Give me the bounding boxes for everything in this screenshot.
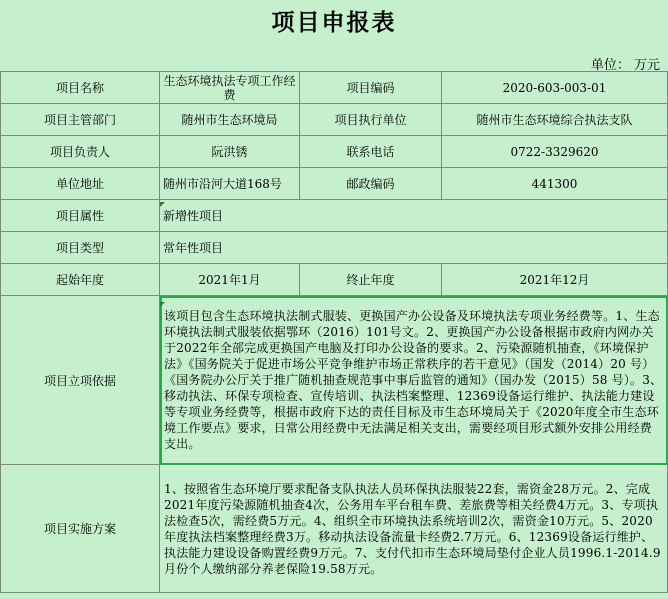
label-cell: 项目属性	[1, 200, 160, 232]
label-cell: 项目实施方案	[1, 465, 160, 593]
table-row	[1, 232, 668, 264]
value-cell[interactable]: 新增性项目	[160, 200, 668, 232]
value-cell[interactable]: 随州市沿河大道168号	[160, 168, 300, 200]
label-cell: 项目编码	[300, 72, 442, 104]
label-cell: 终止年度	[300, 264, 442, 296]
label-cell: 项目名称	[1, 72, 160, 104]
table-row	[1, 72, 668, 104]
table-row	[1, 200, 668, 232]
label-cell: 项目执行单位	[300, 104, 442, 136]
value-cell[interactable]: 随州市生态环境局	[160, 104, 300, 136]
table-row	[1, 296, 668, 465]
plan-text-cell[interactable]: 1、按照省生态环境厅要求配备支队执法人员环保执法服装22套，需资金28万元。2、完成2021年度污染源随机抽查4次，公务用车平台租车费、差旅费等相关经费4万元。3、专项执法检查5次，需经费5万元。4、组织全市环境执法系统培训2次，需资金10万元。5、2020年度执法档案整理经费3万。移动执法设备流量卡经费2.7万元。6、12369设备运行维护、执法能力建设设备购置经费9万元。7、支付代扣市生态环境局垫付企业人员1996.1-2014.9月份个人缴纳部分养老保险19.58万元。	[160, 465, 668, 593]
table-row	[1, 264, 668, 296]
cell-marker-icon	[160, 202, 165, 207]
label-cell: 项目立项依据	[1, 296, 160, 465]
label-cell: 邮政编码	[300, 168, 442, 200]
label-cell: 起始年度	[1, 264, 160, 296]
value-cell[interactable]: 2020-603-003-01	[442, 72, 668, 104]
label-cell: 单位地址	[1, 168, 160, 200]
cell-marker-icon	[160, 302, 165, 307]
table-row	[1, 104, 668, 136]
value-cell[interactable]: 生态环境执法专项工作经费	[160, 72, 300, 104]
label-cell: 项目类型	[1, 232, 160, 264]
value-cell[interactable]: 阮洪锈	[160, 136, 300, 168]
table-row	[1, 168, 668, 200]
value-cell[interactable]: 441300	[442, 168, 668, 200]
value-cell[interactable]: 常年性项目	[160, 232, 668, 264]
application-form-table	[0, 71, 668, 593]
label-cell: 联系电话	[300, 136, 442, 168]
label-cell: 项目负责人	[1, 136, 160, 168]
value-cell[interactable]: 2021年1月	[160, 264, 300, 296]
value-cell[interactable]: 0722-3329620	[442, 136, 668, 168]
basis-text-cell[interactable]: 该项目包含生态环境执法制式服装、更换国产办公设备及环境执法专项业务经费等。1、生态环境执法制式服装依据鄂环（2016）101号文。2、更换国产办公设备根据市政府内网办关于2022年全部完成更换国产电脑及打印办公设备的要求。2、污染源随机抽查，《环境保护法》《国务院关于促进市场公平竞争维护市场正常秩序的若干意见》（国发（2014）20 号）《国务院办公厅关于推广随机抽查规范事中事后监管的通知》（国办发（2015）58 号）。3、移动执法、环保专项检查、宣传培训、执法档案整理、12369设备运行维护、执法能力建设等专项业务经费等，根据市政府下达的责任目标及市生态环境局关于《2020年度全市生态环境工作要点》要求，日常公用经费中无法满足相关支出，需要经项目形式额外安排公用经费支出。	[160, 296, 668, 465]
table-row	[1, 465, 668, 593]
page-title: 项目申报表	[271, 9, 397, 36]
table-row	[1, 136, 668, 168]
value-cell[interactable]: 2021年12月	[442, 264, 668, 296]
value-cell[interactable]: 随州市生态环境综合执法支队	[442, 104, 668, 136]
label-cell: 项目主管部门	[1, 104, 160, 136]
unit-label: 单位： 万元	[590, 58, 660, 73]
